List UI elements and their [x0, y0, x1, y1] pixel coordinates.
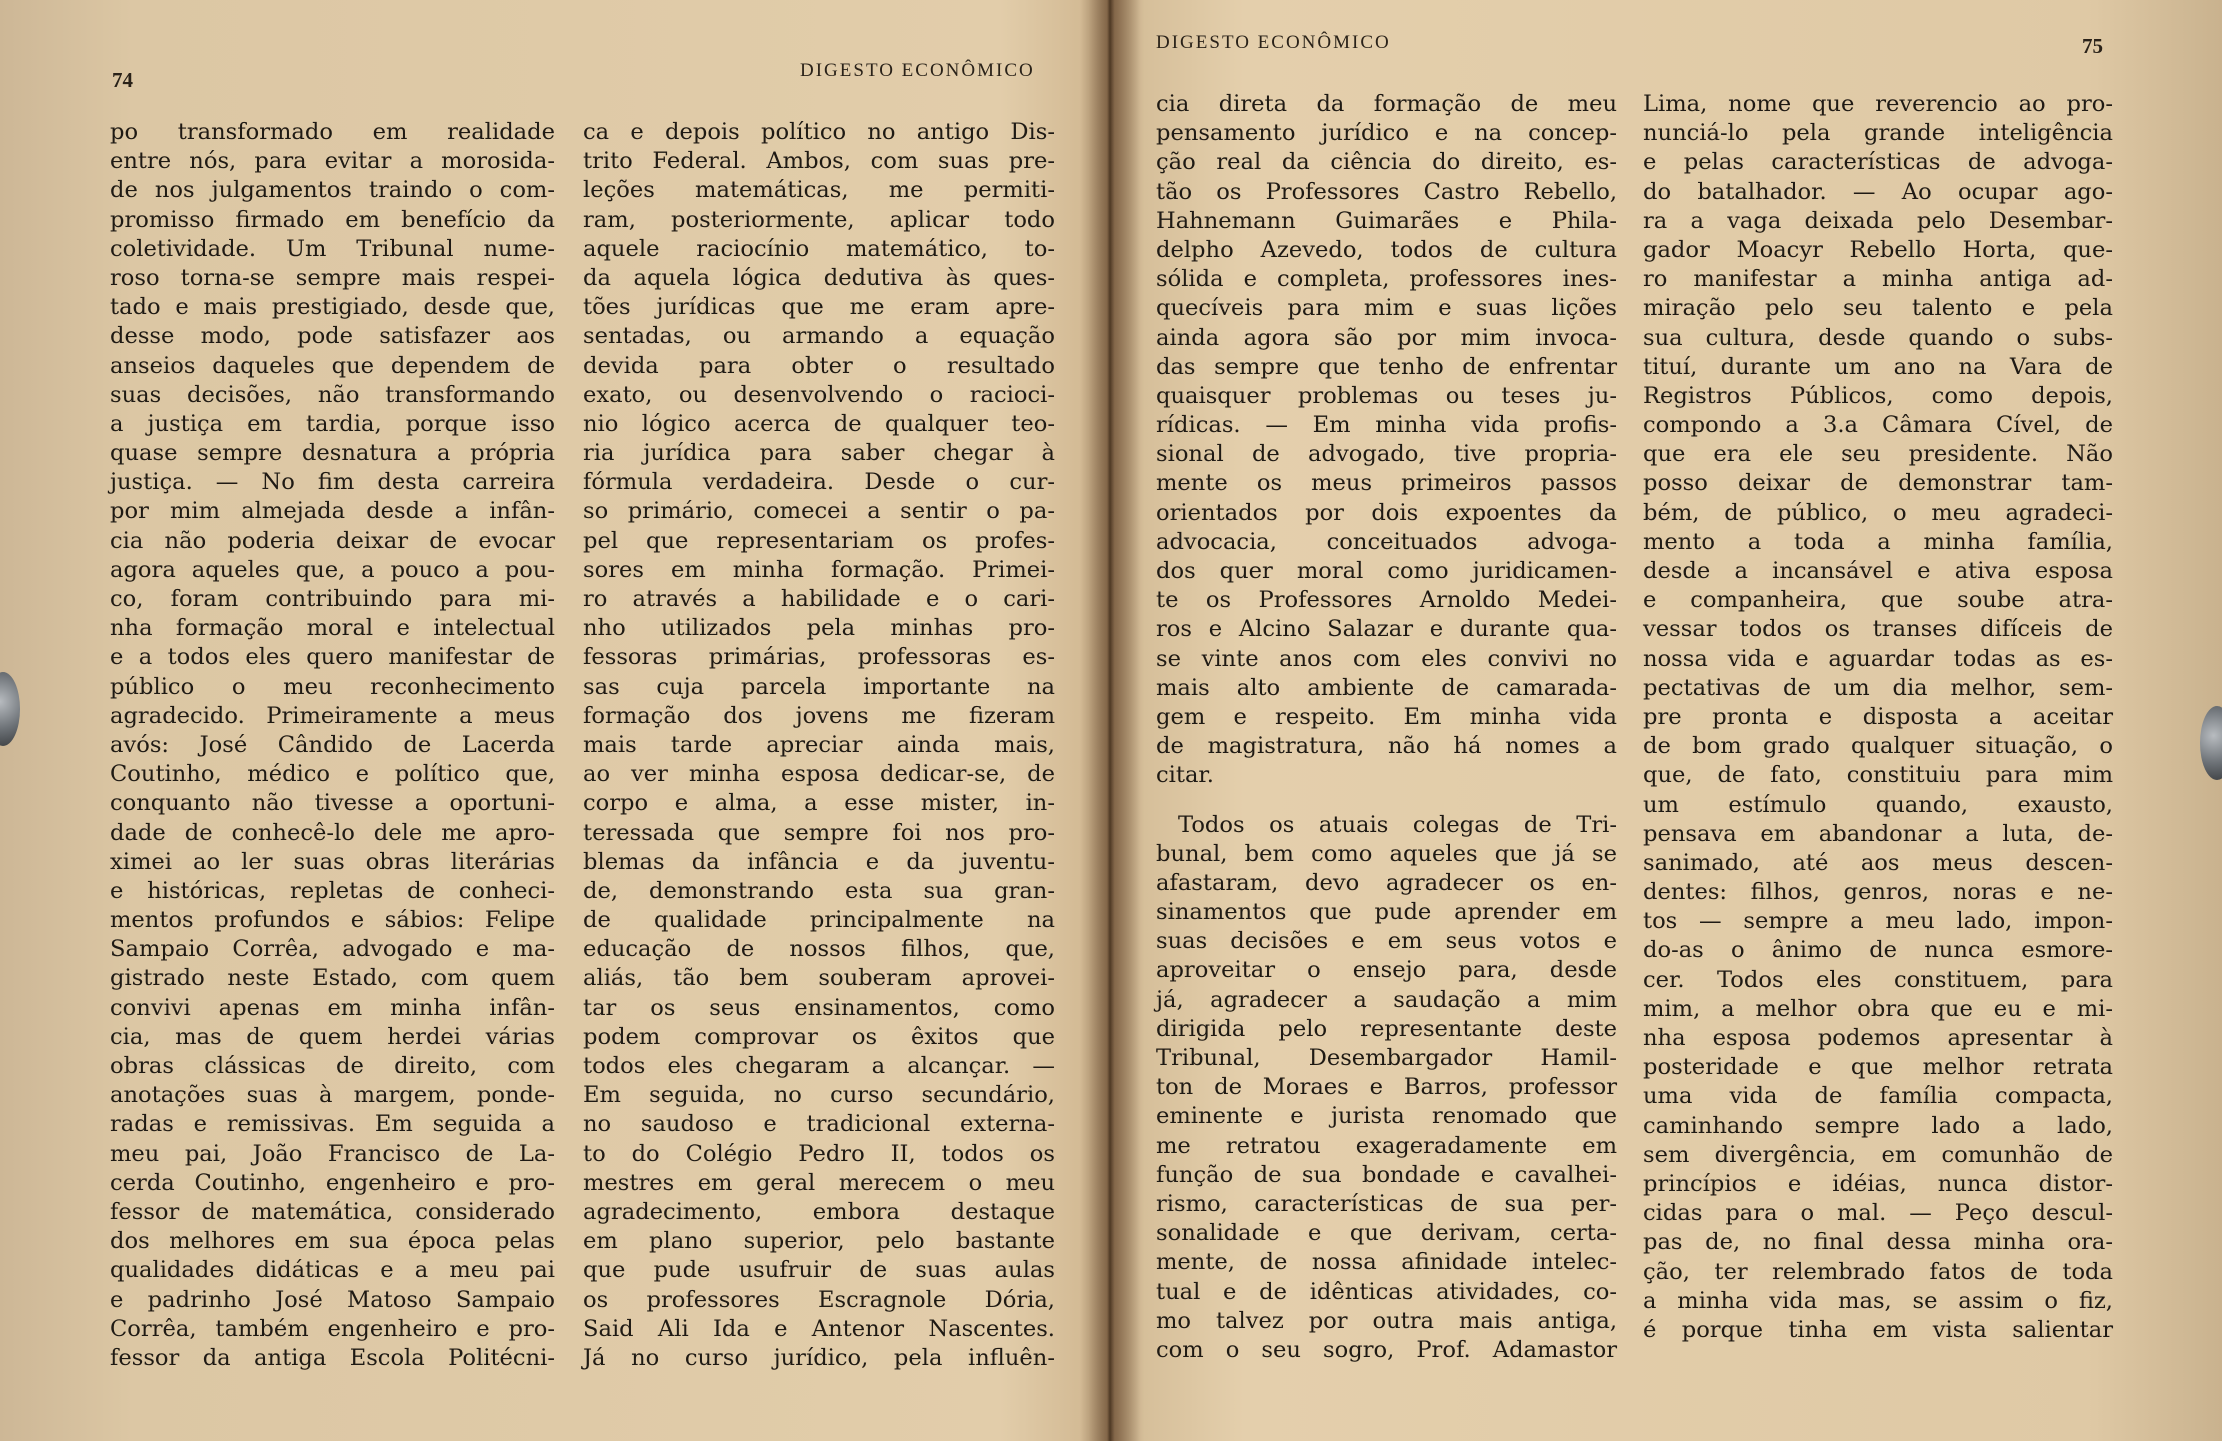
text-line: suas decisões e em seus votos e	[1156, 928, 1617, 955]
text-line: Tribunal, Desembargador Hamil-	[1156, 1045, 1617, 1071]
text-line: me retratou exageradamente em	[1156, 1132, 1617, 1159]
text-line: dos melhores em sua época pelas	[110, 1228, 555, 1255]
text-line: que pude usufruir de suas aulas	[583, 1257, 1055, 1284]
text-line: tar os seus ensinamentos, como	[583, 994, 1055, 1021]
text-line: ao ver minha esposa dedicar-se, de	[583, 761, 1055, 788]
text-line: trito Federal. Ambos, com suas pre-	[583, 148, 1055, 175]
text-line: promisso firmado em benefício da	[110, 206, 555, 233]
text-line: Todos os atuais colegas de Tri-	[1178, 811, 1617, 838]
page-number: 75	[2082, 34, 2103, 58]
text-line: Já no curso jurídico, pela influên-	[583, 1344, 1055, 1371]
text-line: fórmula verdadeira. Desde o cur-	[583, 469, 1055, 496]
text-line: sional de advogado, tive propria-	[1156, 441, 1617, 468]
text-line: exato, ou desenvolvendo o racioci-	[583, 381, 1055, 408]
text-line: posteridade e que melhor retrata	[1643, 1054, 2113, 1081]
text-line: sas cuja parcela importante na	[583, 673, 1055, 700]
text-line: de qualidade principalmente na	[583, 907, 1055, 934]
text-line: advocacia, conceituados advoga-	[1156, 528, 1617, 555]
text-line: desse modo, pode satisfazer aos	[110, 323, 555, 350]
text-line: agradecimento, embora destaque	[583, 1198, 1055, 1225]
text-line: leções matemáticas, me permiti-	[583, 177, 1055, 204]
text-line: ro através a habilidade e o cari-	[583, 586, 1055, 612]
text-line: ros e Alcino Salazar e durante qua-	[1156, 616, 1617, 643]
text-line: em plano superior, pelo bastante	[583, 1228, 1055, 1255]
text-line: ton de Moraes e Barros, professor	[1156, 1074, 1617, 1101]
text-line: Said Ali Ida e Antenor Nascentes.	[583, 1315, 1055, 1342]
text-line: vessar todos os transes difíceis de	[1643, 616, 2113, 643]
text-line: mentos profundos e sábios: Felipe	[110, 907, 555, 934]
text-line: é porque tinha em vista salientar	[1643, 1316, 2113, 1343]
text-line: sonalidade e que derivam, certa-	[1156, 1220, 1617, 1247]
text-line: Em seguida, no curso secundário,	[583, 1082, 1055, 1109]
text-line: sua cultura, desde quando o subs-	[1643, 324, 2113, 351]
text-line: Hahnemann Guimarães e Phila-	[1156, 207, 1617, 234]
text-line: com o seu sogro, Prof. Adamastor	[1156, 1336, 1617, 1363]
text-line: ria jurídica para saber chegar à	[583, 440, 1055, 467]
text-line: nio lógico acerca de qualquer teo-	[583, 410, 1055, 437]
text-line: agora aqueles que, a pouco a pou-	[110, 556, 555, 583]
text-line: e a todos eles quero manifestar de	[110, 644, 555, 671]
text-line: um estímulo quando, exausto,	[1643, 791, 2113, 818]
text-line: conquanto não tivesse a oportuni-	[110, 790, 555, 817]
text-line: podem comprovar os êxitos que	[583, 1023, 1055, 1050]
text-line: sanimado, até aos meus descen-	[1643, 849, 2113, 876]
text-line: de, demonstrando esta sua gran-	[583, 877, 1055, 904]
text-line: pel que representariam os profes-	[583, 527, 1055, 554]
left-page	[0, 0, 1100, 1441]
text-line: ca e depois político no antigo Dis-	[583, 119, 1055, 145]
text-line: a justiça em tardia, porque isso	[110, 410, 555, 437]
text-line: co, foram contribuindo para mi-	[110, 586, 555, 612]
text-line: Coutinho, médico e político que,	[110, 761, 555, 788]
text-line: anseios daqueles que dependem de	[110, 352, 555, 379]
text-line: desde a incansável e ativa esposa	[1643, 558, 2113, 584]
text-line: anotações suas à margem, ponde-	[110, 1082, 555, 1109]
text-line: quase sempre desnatura a própria	[110, 440, 555, 467]
text-line: caminhando sempre lado a lado,	[1643, 1112, 2113, 1139]
text-line: de nos julgamentos traindo o com-	[110, 177, 555, 204]
text-line: cia não poderia deixar de evocar	[110, 527, 555, 554]
text-line: pensamento jurídico e na concep-	[1156, 120, 1617, 147]
text-line: devida para obter o resultado	[583, 352, 1055, 379]
text-line: ximei ao ler suas obras literárias	[110, 848, 555, 875]
text-line: tituí, durante um ano na Vara de	[1643, 353, 2113, 380]
running-head: DIGESTO ECONÔMICO	[800, 60, 1035, 81]
text-line: dentes: filhos, genros, noras e ne-	[1643, 879, 2113, 906]
text-line: uma vida de família compacta,	[1643, 1083, 2113, 1110]
text-line: nha esposa podemos apresentar à	[1643, 1025, 2113, 1051]
text-line: quecíveis para mim e suas lições	[1156, 295, 1617, 322]
text-line: delpho Azevedo, todos de cultura	[1156, 236, 1617, 263]
text-line: gem e respeito. Em minha vida	[1156, 703, 1617, 730]
text-column-2	[583, 118, 1055, 1373]
text-line: mo talvez por outra mais antiga,	[1156, 1307, 1617, 1334]
text-line: tões jurídicas que me eram apre-	[583, 294, 1055, 321]
text-line: rismo, características de sua per-	[1156, 1190, 1617, 1217]
text-line: rídicas. — Em minha vida profis-	[1156, 412, 1617, 439]
text-line: já, agradecer a saudação a mim	[1156, 986, 1617, 1013]
text-line: po transformado em realidade	[110, 119, 555, 145]
text-line: to do Colégio Pedro II, todos os	[583, 1140, 1055, 1167]
text-line: nossa vida e aguardar todas as es-	[1643, 645, 2113, 672]
text-line: do batalhador. — Ao ocupar ago-	[1643, 178, 2113, 205]
text-line: pas de, no final dessa minha ora-	[1643, 1229, 2113, 1256]
text-line: função de sua bondade e cavalhei-	[1156, 1161, 1617, 1188]
text-line: das sempre que tenho de enfrentar	[1156, 353, 1617, 380]
text-line: e pelas características de advoga-	[1643, 149, 2113, 176]
text-line: aquele raciocínio matemático, to-	[583, 235, 1055, 262]
text-line: dirigida pelo representante deste	[1156, 1015, 1617, 1042]
text-line: cia, mas de quem herdei várias	[110, 1023, 555, 1050]
text-line: mento a toda a minha família,	[1643, 528, 2113, 555]
text-line: por mim almejada desde a infân-	[110, 498, 555, 525]
text-line: mais alto ambiente de camarada-	[1156, 674, 1617, 701]
text-line: da aquela lógica dedutiva às ques-	[583, 264, 1055, 291]
text-line: roso torna-se sempre mais respei-	[110, 264, 555, 291]
text-line: agradecido. Primeiramente a meus	[110, 702, 555, 729]
text-line: justiça. — No fim desta carreira	[110, 469, 555, 496]
text-line: afastaram, devo agradecer os en-	[1156, 869, 1617, 896]
text-line: avós: José Cândido de Lacerda	[110, 731, 555, 758]
text-line: mim, a melhor obra que eu e mi-	[1643, 995, 2113, 1022]
text-line: cidas para o mal. — Peço descul-	[1643, 1200, 2113, 1227]
text-line: que era ele seu presidente. Não	[1643, 441, 2113, 468]
text-line: mente os meus primeiros passos	[1156, 470, 1617, 497]
text-line: sentadas, ou armando a equação	[583, 323, 1055, 350]
text-line: coletividade. Um Tribunal nume-	[110, 235, 555, 262]
text-line: nunciá-lo pela grande inteligência	[1643, 120, 2113, 147]
text-line: pensava em abandonar a luta, de-	[1643, 820, 2113, 847]
text-line: suas decisões, não transformando	[110, 381, 555, 408]
text-line: educação de nossos filhos, que,	[583, 936, 1055, 963]
text-line: gador Moacyr Rebello Horta, que-	[1643, 236, 2113, 263]
text-line: te os Professores Arnoldo Medei-	[1156, 587, 1617, 614]
text-line: Registros Públicos, como depois,	[1643, 382, 2113, 409]
running-head: DIGESTO ECONÔMICO	[1156, 32, 1391, 53]
text-line: mestres em geral merecem o meu	[583, 1169, 1055, 1196]
text-line: radas e remissivas. Em seguida a	[110, 1111, 555, 1138]
text-line: bém, de público, o meu agradeci-	[1643, 499, 2113, 526]
text-line: de magistratura, não há nomes a	[1156, 733, 1617, 760]
text-line: miração pelo seu talento e pela	[1643, 295, 2113, 322]
text-line: e companheira, que soube atra-	[1643, 587, 2113, 614]
text-column-1	[1156, 90, 1617, 1365]
text-line: blemas da infância e da juventu-	[583, 848, 1055, 875]
text-line: formação dos jovens me fizeram	[583, 702, 1055, 729]
text-line: entre nós, para evitar a morosida-	[110, 148, 555, 175]
text-line: ram, posteriormente, aplicar todo	[583, 206, 1055, 233]
text-line: nha formação moral e intelectual	[110, 615, 555, 642]
text-line: sores em minha formação. Primei-	[583, 556, 1055, 583]
text-line: nho utilizados pela minhas pro-	[583, 615, 1055, 642]
text-line: eminente e jurista renomado que	[1156, 1103, 1617, 1130]
text-line: ainda agora são por mim invoca-	[1156, 324, 1617, 351]
text-line: Lima, nome que reverencio ao pro-	[1643, 91, 2113, 117]
text-line: dos quer moral como juridicamen-	[1156, 558, 1617, 584]
text-line: sólida e completa, professores ines-	[1156, 266, 1617, 293]
text-line: pectativas de um dia melhor, sem-	[1643, 674, 2113, 701]
text-line: ção, ter relembrado fatos de toda	[1643, 1258, 2113, 1285]
text-line: ro manifestar a minha antiga ad-	[1643, 266, 2113, 293]
text-line: Corrêa, também engenheiro e pro-	[110, 1315, 555, 1342]
text-line: público o meu reconhecimento	[110, 673, 555, 700]
book-gutter	[1080, 0, 1140, 1441]
text-line: dade de conhecê-lo dele me apro-	[110, 819, 555, 846]
text-line: e históricas, repletas de conheci-	[110, 877, 555, 904]
text-line: se vinte anos com eles convivi no	[1156, 645, 1617, 672]
text-line: posso deixar de demonstrar tam-	[1643, 470, 2113, 497]
text-line: Sampaio Corrêa, advogado e ma-	[110, 936, 555, 963]
paragraph-gap	[1156, 791, 1617, 811]
text-line: ra a vaga deixada pelo Desembar-	[1643, 207, 2113, 234]
text-line: fessor de matemática, considerado	[110, 1198, 555, 1225]
text-line: meu pai, João Francisco de La-	[110, 1140, 555, 1167]
text-line: qualidades didáticas e a meu pai	[110, 1257, 555, 1284]
text-line: princípios e idéias, nunca distor-	[1643, 1170, 2113, 1197]
text-line: convivi apenas em minha infân-	[110, 994, 555, 1021]
text-line: mais tarde apreciar ainda mais,	[583, 731, 1055, 758]
text-line: ção real da ciência do direito, es-	[1156, 149, 1617, 176]
text-line: gistrado neste Estado, com quem	[110, 965, 555, 992]
text-column-2	[1643, 90, 2113, 1345]
text-line: corpo e alma, a esse mister, in-	[583, 790, 1055, 817]
text-line: mente, de nossa afinidade intelec-	[1156, 1249, 1617, 1276]
text-line: citar.	[1156, 762, 1214, 789]
text-line: obras clássicas de direito, com	[110, 1053, 555, 1079]
text-line: aliás, tão bem souberam aprovei-	[583, 965, 1055, 992]
text-line: os professores Escragnole Dória,	[583, 1286, 1055, 1313]
text-line: no saudoso e tradicional externa-	[583, 1111, 1055, 1138]
text-line: sinamentos que pude aprender em	[1156, 899, 1617, 926]
text-line: tado e mais prestigiado, desde que,	[110, 294, 555, 321]
text-line: e padrinho José Matoso Sampaio	[110, 1286, 555, 1313]
page-number: 74	[112, 68, 133, 92]
text-line: bunal, bem como aqueles que já se	[1156, 840, 1617, 867]
text-line: fessor da antiga Escola Politécni-	[110, 1344, 555, 1371]
text-line: cia direta da formação de meu	[1156, 91, 1617, 117]
text-line: teressada que sempre foi nos pro-	[583, 819, 1055, 846]
text-line: tão os Professores Castro Rebello,	[1156, 178, 1617, 205]
text-line: que, de fato, constituiu para mim	[1643, 762, 2113, 789]
text-line: todos eles chegaram a alcançar. —	[583, 1053, 1055, 1079]
text-line: de bom grado qualquer situação, o	[1643, 733, 2113, 760]
text-line: so primário, comecei a sentir o pa-	[583, 498, 1055, 525]
text-line: compondo a 3.a Câmara Cível, de	[1643, 412, 2113, 439]
text-line: cer. Todos eles constituem, para	[1643, 966, 2113, 993]
text-line: tos — sempre a meu lado, impon-	[1643, 908, 2113, 935]
text-line: quaisquer problemas ou teses ju-	[1156, 382, 1617, 409]
text-line: cerda Coutinho, engenheiro e pro-	[110, 1169, 555, 1196]
text-line: sem divergência, em comunhão de	[1643, 1141, 2113, 1168]
text-line: pre pronta e disposta a aceitar	[1643, 703, 2113, 730]
text-line: tual e de idênticas atividades, co-	[1156, 1278, 1617, 1305]
text-line: orientados por dois expoentes da	[1156, 499, 1617, 526]
text-line: a minha vida mas, se assim o fiz,	[1643, 1287, 2113, 1314]
text-line: aproveitar o ensejo para, desde	[1156, 957, 1617, 984]
text-line: fessoras primárias, professoras es-	[583, 644, 1055, 671]
text-column-1	[110, 118, 555, 1373]
right-page	[1100, 0, 2222, 1441]
text-line: do-as o ânimo de nunca esmore-	[1643, 937, 2113, 964]
